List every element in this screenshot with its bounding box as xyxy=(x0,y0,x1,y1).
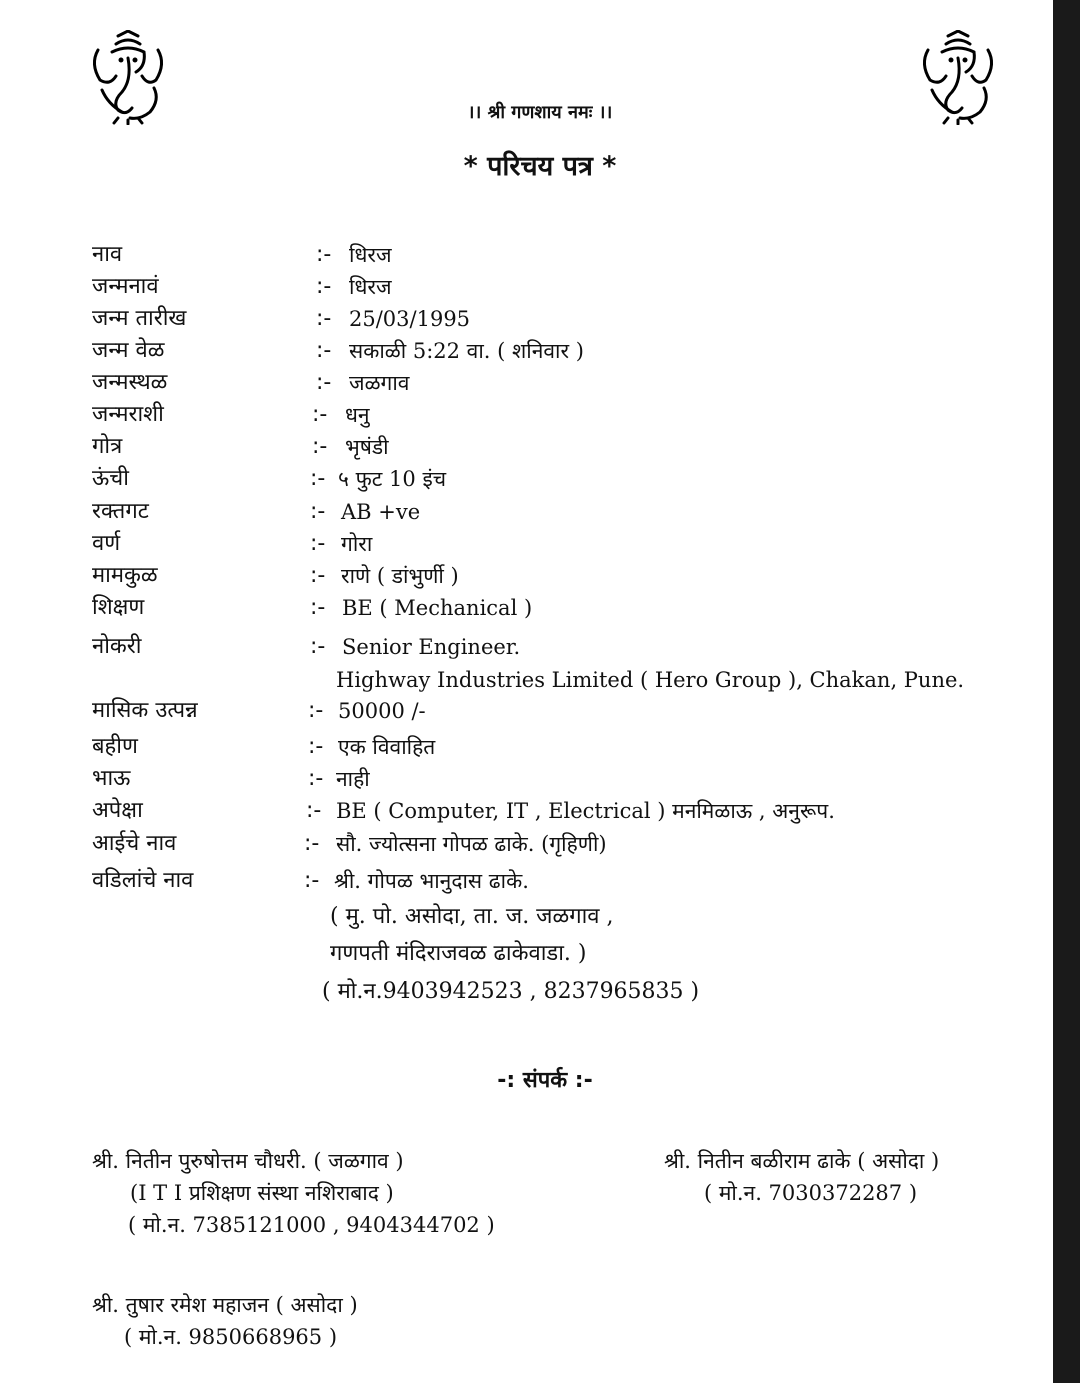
contact-heading: -: संपर्क :- xyxy=(497,1068,593,1093)
field-label: ऊंची xyxy=(92,466,129,491)
field-value: सकाळी 5:22 वा. ( शनिवार ) xyxy=(349,339,584,363)
father-phone: ( मो.न.9403942523 , 8237965835 ) xyxy=(322,979,700,1004)
field-value: Senior Engineer. xyxy=(342,635,521,659)
field-separator: :- xyxy=(312,402,328,427)
field-value: एक विवाहित xyxy=(338,735,436,759)
field-separator: :- xyxy=(310,563,326,588)
field-separator: :- xyxy=(308,734,324,759)
field-label: नोकरी xyxy=(92,634,142,659)
field-separator: :- xyxy=(310,499,326,524)
field-value: नाही xyxy=(336,767,370,791)
field-label: शिक्षण xyxy=(92,595,145,620)
field-value: धिरज xyxy=(349,243,392,267)
father-address-line-1: ( मु. पो. असोदा, ता. ज. जळगाव , xyxy=(330,904,614,929)
field-separator: :- xyxy=(316,370,332,395)
contact-2-name: श्री. नितीन बळीराम ढाके ( असोदा ) xyxy=(664,1149,940,1173)
field-separator: :- xyxy=(310,595,326,620)
document-title: * परिचय पत्र * xyxy=(463,151,617,182)
contact-2-phone: ( मो.न. 7030372287 ) xyxy=(704,1181,918,1205)
field-value: भृषंडी xyxy=(345,435,389,459)
field-value: धिरज xyxy=(349,275,392,299)
field-label: वर्ण xyxy=(92,531,121,556)
field-label: जन्म वेळ xyxy=(92,338,165,363)
field-separator: :- xyxy=(308,698,324,723)
field-value: धनु xyxy=(345,403,370,427)
field-label: वडिलांचे नाव xyxy=(92,868,194,893)
field-label: जन्मराशी xyxy=(92,402,164,427)
field-separator: :- xyxy=(310,634,326,659)
field-value: 25/03/1995 xyxy=(349,307,471,331)
field-separator: :- xyxy=(316,338,332,363)
field-value: 50000 /- xyxy=(338,699,426,723)
field-value: ५ फुट 10 इंच xyxy=(338,467,447,491)
field-label: भाऊ xyxy=(92,766,131,791)
field-separator: :- xyxy=(306,798,322,823)
field-label: मामकुळ xyxy=(92,563,158,588)
field-separator: :- xyxy=(316,242,332,267)
field-separator: :- xyxy=(308,766,324,791)
field-label: जन्मस्थळ xyxy=(92,370,168,395)
field-value: राणे ( डांभुर्णी ) xyxy=(341,564,459,588)
invocation-line: ।। श्री गणशाय नमः ।। xyxy=(467,102,613,123)
field-value: गोरा xyxy=(341,532,373,556)
field-separator: :- xyxy=(304,831,320,856)
field-label: बहीण xyxy=(92,734,138,759)
field-value: BE ( Computer, IT , Electrical ) मनमिळाऊ , अनुरूप. xyxy=(336,799,835,823)
field-label: जन्म तारीख xyxy=(92,306,187,331)
contact-1-name: श्री. नितीन पुरुषोत्तम चौधरी. ( जळगाव ) xyxy=(92,1149,404,1173)
field-separator: :- xyxy=(310,466,326,491)
field-value: सौ. ज्योत्सना गोपळ ढाके. (गृहिणी) xyxy=(336,832,607,856)
field-label: गोत्र xyxy=(92,434,123,459)
field-label: नाव xyxy=(92,242,123,267)
right-edge-bar xyxy=(1053,0,1080,1383)
field-separator: :- xyxy=(312,434,328,459)
contact-1-org: (I T I प्रशिक्षण संस्था नशिराबाद ) xyxy=(130,1181,394,1205)
field-value: BE ( Mechanical ) xyxy=(342,596,533,620)
field-label: रक्तगट xyxy=(92,499,149,524)
field-label: अपेक्षा xyxy=(92,798,143,823)
field-separator: :- xyxy=(304,868,320,893)
contact-3-name: श्री. तुषार रमेश महाजन ( असोदा ) xyxy=(92,1293,358,1317)
field-value: श्री. गोपळ भानुदास ढाके. xyxy=(334,869,529,893)
contact-3-phone: ( मो.न. 9850668965 ) xyxy=(124,1325,338,1349)
field-value: जळगाव xyxy=(349,371,410,395)
field-label: जन्मनावं xyxy=(92,274,159,299)
job-employer: Highway Industries Limited ( Hero Group ), Chakan, Pune. xyxy=(336,668,965,692)
field-separator: :- xyxy=(310,531,326,556)
field-separator: :- xyxy=(316,274,332,299)
contact-1-phone: ( मो.न. 7385121000 , 9404344702 ) xyxy=(128,1213,495,1237)
field-value: AB +ve xyxy=(341,500,421,524)
field-label: आईचे नाव xyxy=(92,831,177,856)
field-label: मासिक उत्पन्न xyxy=(92,698,198,723)
field-separator: :- xyxy=(316,306,332,331)
father-address-line-2: गणपती मंदिराजवळ ढाकेवाडा. ) xyxy=(330,941,587,966)
